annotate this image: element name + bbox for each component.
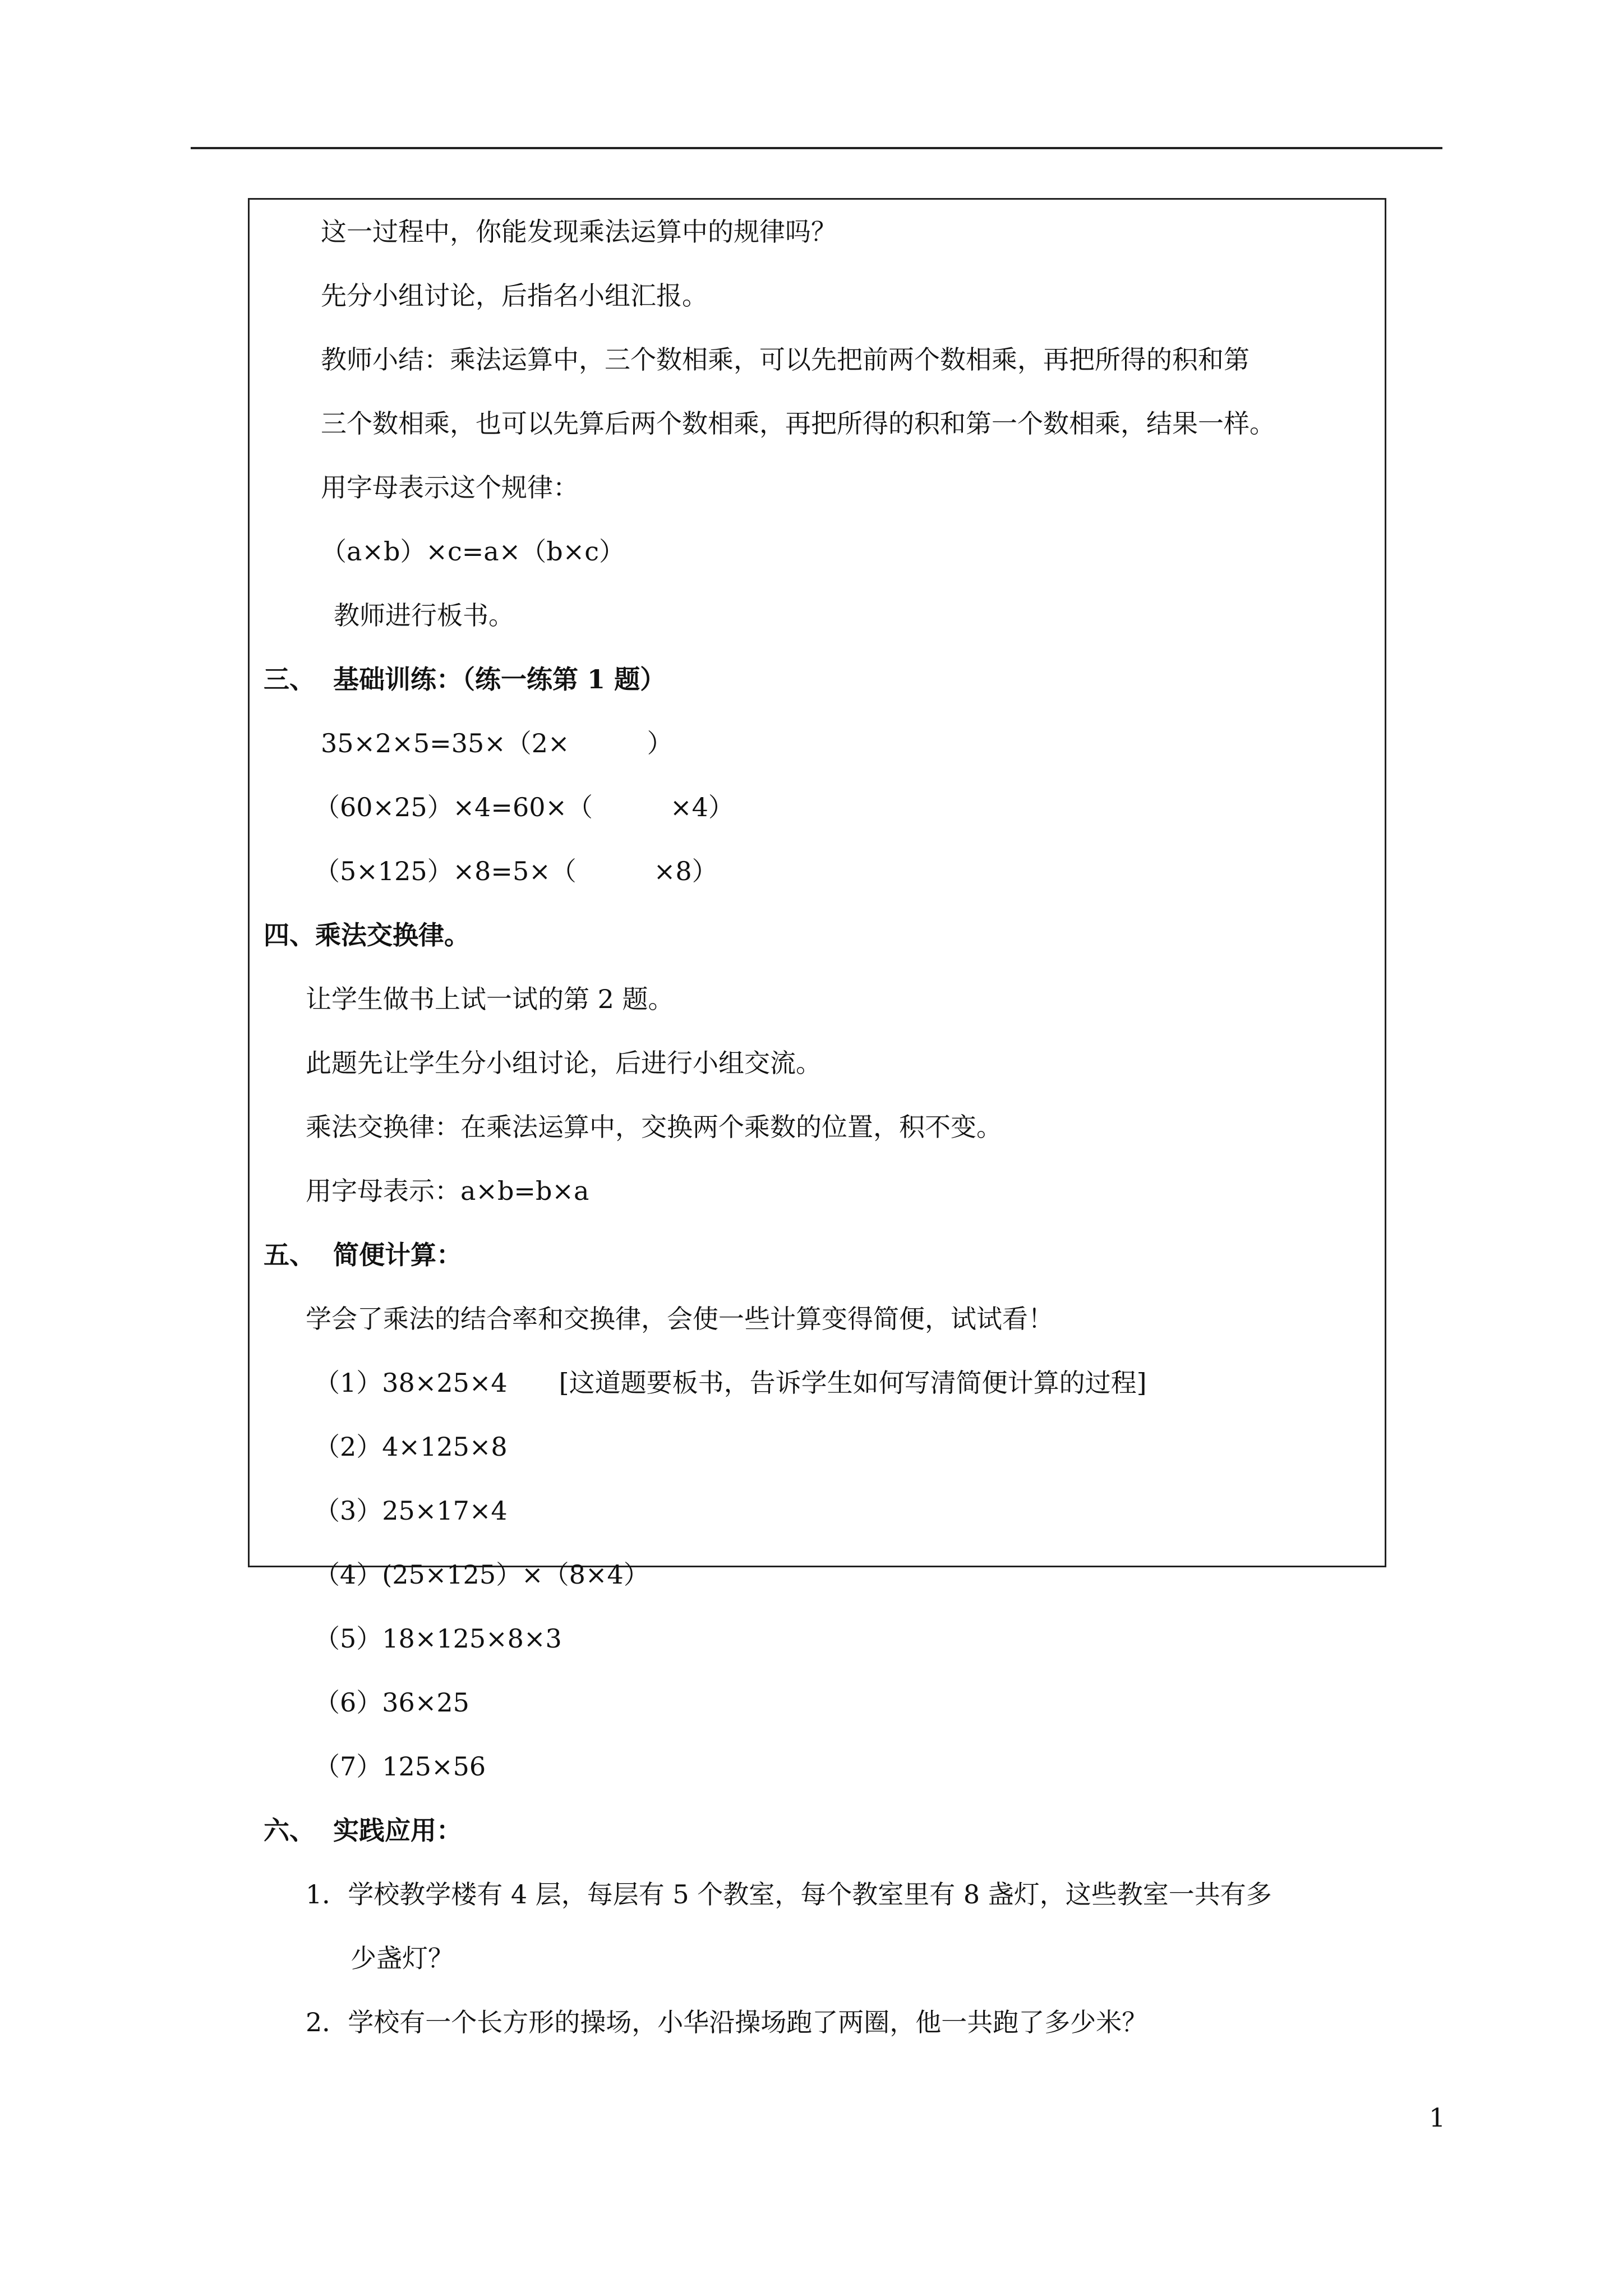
- text-line: 学会了乘法的结合率和交换律，会使一些计算变得简便，试试看！: [306, 1304, 1054, 1334]
- exercise-line: （5）18×125×8×3: [314, 1623, 562, 1654]
- text-line: 教师进行板书。: [334, 600, 514, 631]
- text-line: 让学生做书上试一试的第 2 题。: [306, 984, 674, 1014]
- text-line: 此题先让学生分小组讨论，后进行小组交流。: [306, 1048, 822, 1078]
- text-line: 这一过程中，你能发现乘法运算中的规律吗？: [321, 217, 837, 247]
- formula-line: 用字母表示：a×b=b×a: [306, 1176, 589, 1206]
- exercise-line: 35×2×5=35×（2× ）: [321, 728, 673, 758]
- page-number: 1: [1429, 2102, 1446, 2133]
- section-heading: 六、 实践应用：: [264, 1815, 463, 1846]
- text-line: 用字母表示这个规律：: [321, 472, 579, 503]
- exercise-line: （3）25×17×4: [314, 1496, 508, 1526]
- exercise-line: （4）(25×125）×（8×4）: [314, 1559, 649, 1590]
- section-heading: 四、乘法交换律。: [264, 920, 470, 950]
- exercise-line: （60×25）×4=60×（ ×4）: [314, 792, 734, 822]
- exercise-line: （6）36×25: [314, 1687, 469, 1718]
- problem-line: 2．学校有一个长方形的操场，小华沿操场跑了两圈，他一共跑了多少米？: [306, 2007, 1148, 2037]
- text-line: 三个数相乘，也可以先算后两个数相乘，再把所得的积和第一个数相乘，结果一样。: [321, 408, 1275, 439]
- header-rule: [191, 147, 1442, 149]
- text-line: 教师小结：乘法运算中，三个数相乘，可以先把前两个数相乘，再把所得的积和第: [321, 344, 1249, 375]
- exercise-line: （5×125）×8=5×（ ×8）: [314, 856, 718, 886]
- exercise-line: （7）125×56: [314, 1751, 486, 1782]
- exercise-line: （1）38×25×4 [这道题要板书，告诉学生如何写清简便计算的过程]: [314, 1368, 1147, 1398]
- formula-line: （a×b）×c=a×（b×c）: [321, 536, 625, 567]
- problem-line: 少盏灯？: [351, 1943, 454, 1973]
- section-heading: 三、 基础训练：（练一练第 1 题）: [264, 664, 666, 694]
- exercise-line: （2）4×125×8: [314, 1432, 508, 1462]
- text-line: 乘法交换律：在乘法运算中，交换两个乘数的位置，积不变。: [306, 1112, 1002, 1142]
- section-heading: 五、 简便计算：: [264, 1240, 463, 1270]
- problem-line: 1．学校教学楼有 4 层，每层有 5 个教室，每个教室里有 8 盏灯，这些教室一共有多: [306, 1879, 1272, 1910]
- text-line: 先分小组讨论，后指名小组汇报。: [321, 280, 708, 311]
